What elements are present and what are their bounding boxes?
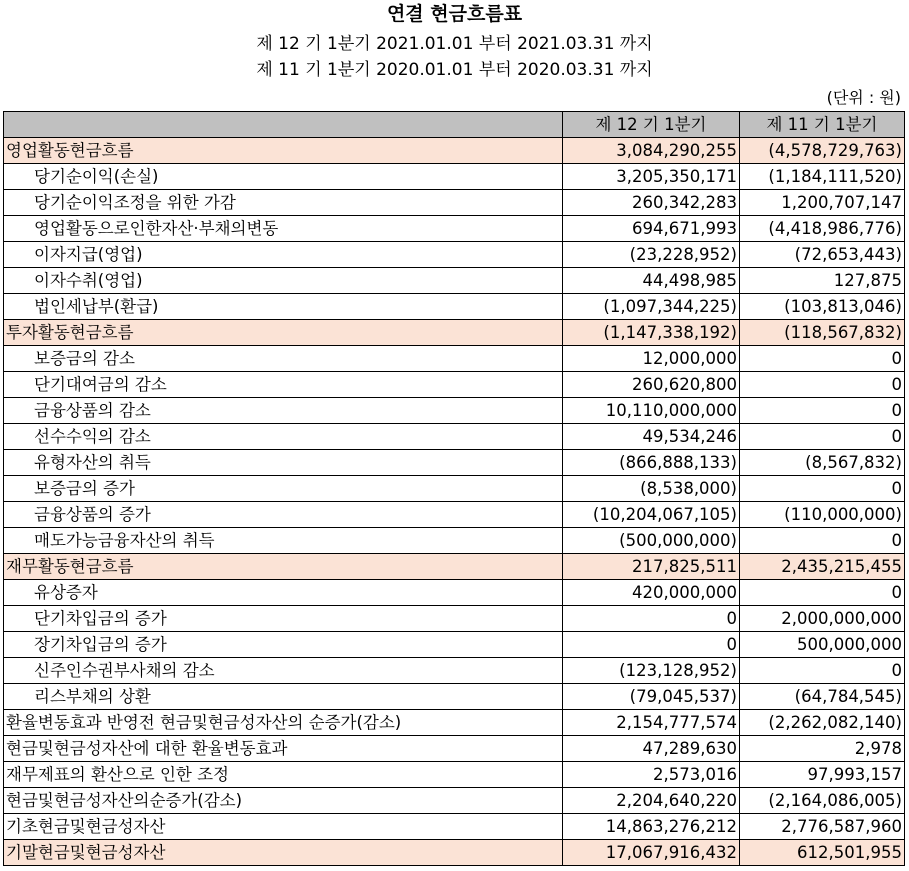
row-current-value: (123,128,952) xyxy=(563,658,740,684)
row-prior-value: 2,000,000,000 xyxy=(740,606,905,632)
row-label: 영업활동현금흐름 xyxy=(4,138,563,164)
row-label: 기초현금및현금성자산 xyxy=(4,814,563,840)
table-row xyxy=(4,398,905,424)
table-row xyxy=(4,190,905,216)
row-current-value: 44,498,985 xyxy=(563,268,740,294)
table-body xyxy=(4,138,905,866)
table-row xyxy=(4,164,905,190)
row-prior-value: 2,435,215,455 xyxy=(740,554,905,580)
table-row xyxy=(4,242,905,268)
row-label: 유상증자 xyxy=(4,580,563,606)
table-row xyxy=(4,814,905,840)
table-row xyxy=(4,528,905,554)
row-label: 투자활동현금흐름 xyxy=(4,320,563,346)
row-current-value: 694,671,993 xyxy=(563,216,740,242)
row-prior-value: (2,164,086,005) xyxy=(740,788,905,814)
cash-flow-table xyxy=(3,111,905,866)
row-current-value: 2,154,777,574 xyxy=(563,710,740,736)
unit-label: (단위 : 원) xyxy=(826,88,901,107)
row-label: 영업활동으로인한자산·부채의변동 xyxy=(4,216,563,242)
row-prior-value: 2,978 xyxy=(740,736,905,762)
row-prior-value: (8,567,832) xyxy=(740,450,905,476)
table-row xyxy=(4,372,905,398)
row-label: 보증금의 감소 xyxy=(4,346,563,372)
row-label: 매도가능금융자산의 취득 xyxy=(4,528,563,554)
table-row xyxy=(4,684,905,710)
row-current-value: 2,204,640,220 xyxy=(563,788,740,814)
row-prior-value: 0 xyxy=(740,580,905,606)
row-prior-value: (2,262,082,140) xyxy=(740,710,905,736)
row-prior-value: 1,200,707,147 xyxy=(740,190,905,216)
row-label: 이자수취(영업) xyxy=(4,268,563,294)
row-prior-value: 612,501,955 xyxy=(740,840,905,866)
row-label: 장기차입금의 증가 xyxy=(4,632,563,658)
table-row xyxy=(4,632,905,658)
row-label: 보증금의 증가 xyxy=(4,476,563,502)
row-current-value: (500,000,000) xyxy=(563,528,740,554)
row-current-value: 217,825,511 xyxy=(563,554,740,580)
table-row xyxy=(4,788,905,814)
row-current-value: 260,620,800 xyxy=(563,372,740,398)
row-prior-value: 0 xyxy=(740,398,905,424)
row-label: 유형자산의 취득 xyxy=(4,450,563,476)
row-label: 당기순이익(손실) xyxy=(4,164,563,190)
table-row xyxy=(4,762,905,788)
row-current-value: (79,045,537) xyxy=(563,684,740,710)
table-row xyxy=(4,268,905,294)
row-current-value: (23,228,952) xyxy=(563,242,740,268)
row-current-value: 2,573,016 xyxy=(563,762,740,788)
table-row xyxy=(4,658,905,684)
row-current-value: 3,084,290,255 xyxy=(563,138,740,164)
header-row xyxy=(4,112,905,138)
row-current-value: 14,863,276,212 xyxy=(563,814,740,840)
row-prior-value: 500,000,000 xyxy=(740,632,905,658)
table-row xyxy=(4,840,905,866)
row-label: 기말현금및현금성자산 xyxy=(4,840,563,866)
table-row xyxy=(4,424,905,450)
table-row xyxy=(4,450,905,476)
row-prior-value: (103,813,046) xyxy=(740,294,905,320)
row-label: 현금및현금성자산의순증가(감소) xyxy=(4,788,563,814)
row-current-value: 420,000,000 xyxy=(563,580,740,606)
row-label: 선수수익의 감소 xyxy=(4,424,563,450)
row-prior-value: 0 xyxy=(740,346,905,372)
row-label: 단기대여금의 감소 xyxy=(4,372,563,398)
table-row xyxy=(4,346,905,372)
table-row xyxy=(4,606,905,632)
table-row xyxy=(4,476,905,502)
row-current-value: 12,000,000 xyxy=(563,346,740,372)
table-row xyxy=(4,216,905,242)
row-current-value: (1,147,338,192) xyxy=(563,320,740,346)
table-row xyxy=(4,554,905,580)
row-current-value: (866,888,133) xyxy=(563,450,740,476)
row-current-value: 3,205,350,171 xyxy=(563,164,740,190)
statement-title: 연결 현금흐름표 xyxy=(386,3,523,25)
row-current-value: 0 xyxy=(563,632,740,658)
row-label: 당기순이익조정을 위한 가감 xyxy=(4,190,563,216)
table-row xyxy=(4,320,905,346)
period-prior: 제 11 기 1분기 2020.01.01 부터 2020.03.31 까지 xyxy=(256,60,653,80)
row-prior-value: 2,776,587,960 xyxy=(740,814,905,840)
row-current-value: 49,534,246 xyxy=(563,424,740,450)
row-current-value: 0 xyxy=(563,606,740,632)
row-label: 재무활동현금흐름 xyxy=(4,554,563,580)
row-prior-value: 0 xyxy=(740,658,905,684)
header-prior: 제 11 기 1분기 xyxy=(740,112,905,138)
row-prior-value: 127,875 xyxy=(740,268,905,294)
row-current-value: 260,342,283 xyxy=(563,190,740,216)
row-current-value: 47,289,630 xyxy=(563,736,740,762)
row-current-value: (10,204,067,105) xyxy=(563,502,740,528)
row-prior-value: (4,418,986,776) xyxy=(740,216,905,242)
row-prior-value: 97,993,157 xyxy=(740,762,905,788)
table-row xyxy=(4,580,905,606)
row-prior-value: (64,784,545) xyxy=(740,684,905,710)
row-prior-value: 0 xyxy=(740,372,905,398)
header-label xyxy=(4,112,563,138)
row-label: 금융상품의 감소 xyxy=(4,398,563,424)
table-row xyxy=(4,736,905,762)
table-row xyxy=(4,710,905,736)
row-prior-value: (1,184,111,520) xyxy=(740,164,905,190)
row-current-value: (8,538,000) xyxy=(563,476,740,502)
row-label: 이자지급(영업) xyxy=(4,242,563,268)
row-prior-value: (118,567,832) xyxy=(740,320,905,346)
row-prior-value: (72,653,443) xyxy=(740,242,905,268)
row-label: 법인세납부(환급) xyxy=(4,294,563,320)
row-prior-value: 0 xyxy=(740,424,905,450)
row-label: 재무제표의 환산으로 인한 조정 xyxy=(4,762,563,788)
row-prior-value: 0 xyxy=(740,528,905,554)
row-label: 환율변동효과 반영전 현금및현금성자산의 순증가(감소) xyxy=(4,710,563,736)
row-prior-value: (4,578,729,763) xyxy=(740,138,905,164)
row-prior-value: (110,000,000) xyxy=(740,502,905,528)
row-current-value: 10,110,000,000 xyxy=(563,398,740,424)
table-row xyxy=(4,138,905,164)
row-current-value: (1,097,344,225) xyxy=(563,294,740,320)
row-prior-value: 0 xyxy=(740,476,905,502)
table-row xyxy=(4,502,905,528)
row-label: 현금및현금성자산에 대한 환율변동효과 xyxy=(4,736,563,762)
row-current-value: 17,067,916,432 xyxy=(563,840,740,866)
table-row xyxy=(4,294,905,320)
period-current: 제 12 기 1분기 2021.01.01 부터 2021.03.31 까지 xyxy=(256,34,653,54)
row-label: 금융상품의 증가 xyxy=(4,502,563,528)
header-current: 제 12 기 1분기 xyxy=(563,112,740,138)
row-label: 단기차입금의 증가 xyxy=(4,606,563,632)
row-label: 리스부채의 상환 xyxy=(4,684,563,710)
row-label: 신주인수권부사채의 감소 xyxy=(4,658,563,684)
